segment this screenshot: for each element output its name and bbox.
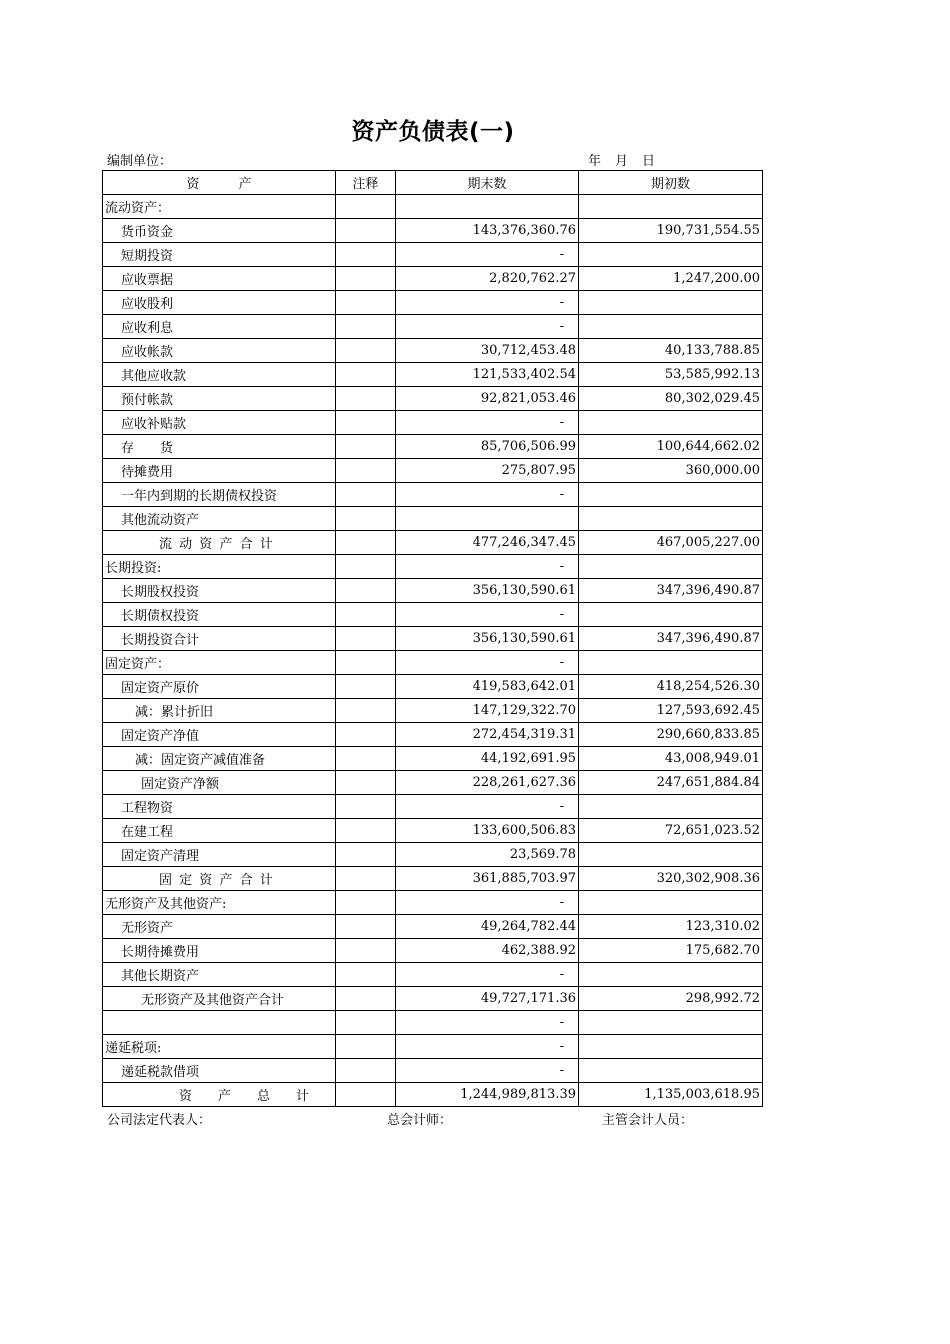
row-note: [336, 627, 396, 651]
table-row: [103, 771, 763, 795]
row-label: 应收利息: [103, 315, 336, 339]
row-label: 固定资产：: [103, 651, 336, 675]
col-header-period-end: 期末数: [396, 171, 579, 195]
row-period-begin-value: [579, 507, 763, 531]
row-note: [336, 459, 396, 483]
row-label: 固定资产合计: [103, 867, 336, 891]
row-label: 减：固定资产减值准备: [103, 747, 336, 771]
col-header-period-begin: 期初数: [579, 171, 763, 195]
row-label: 无形资产及其他资产合计: [103, 987, 336, 1011]
row-label: 资 产 总 计: [103, 1083, 336, 1107]
table-row: [103, 747, 763, 771]
date-month: 月: [615, 154, 629, 169]
table-row: [103, 315, 763, 339]
row-period-end-value: -: [396, 243, 579, 267]
row-period-begin-value: 72,651,023.52: [579, 819, 763, 843]
row-label: [103, 1011, 336, 1035]
row-period-begin-value: 347,396,490.87: [579, 579, 763, 603]
row-period-begin-value: 298,992.72: [579, 987, 763, 1011]
row-note: [336, 891, 396, 915]
table-row: [103, 795, 763, 819]
row-note: [336, 1083, 396, 1107]
table-row: [103, 651, 763, 675]
row-period-begin-value: [579, 483, 763, 507]
row-period-end-value: -: [396, 963, 579, 987]
table-row: [103, 891, 763, 915]
row-period-begin-value: 80,302,029.45: [579, 387, 763, 411]
row-period-begin-value: 100,644,662.02: [579, 435, 763, 459]
table-row: [103, 579, 763, 603]
row-period-begin-value: 1,135,003,618.95: [579, 1083, 763, 1107]
row-note: [336, 531, 396, 555]
row-period-end-value: 272,454,319.31: [396, 723, 579, 747]
row-label: 长期投资合计: [103, 627, 336, 651]
row-period-end-value: 361,885,703.97: [396, 867, 579, 891]
row-label: 存 货: [103, 435, 336, 459]
row-period-begin-value: [579, 891, 763, 915]
row-period-end-value: 49,264,782.44: [396, 915, 579, 939]
row-note: [336, 1059, 396, 1083]
row-period-begin-value: 360,000.00: [579, 459, 763, 483]
row-note: [336, 219, 396, 243]
table-row: [103, 411, 763, 435]
table-row: [103, 987, 763, 1011]
row-period-end-value: 228,261,627.36: [396, 771, 579, 795]
row-note: [336, 291, 396, 315]
table-row: [103, 435, 763, 459]
row-label: 货币资金: [103, 219, 336, 243]
report-title: 资产负债表(一): [351, 119, 515, 145]
row-label: 一年内到期的长期债权投资: [103, 483, 336, 507]
table-row: [103, 675, 763, 699]
row-period-end-value: 23,569.78: [396, 843, 579, 867]
row-note: [336, 195, 396, 219]
row-period-begin-value: [579, 963, 763, 987]
row-period-begin-value: 53,585,992.13: [579, 363, 763, 387]
table-row: [103, 723, 763, 747]
row-period-end-value: 356,130,590.61: [396, 579, 579, 603]
row-period-end-value: [396, 195, 579, 219]
row-period-begin-value: 175,682.70: [579, 939, 763, 963]
table-row: [103, 267, 763, 291]
row-label: 递延税款借项: [103, 1059, 336, 1083]
row-label: 流动资产：: [103, 195, 336, 219]
row-label: 固定资产原价: [103, 675, 336, 699]
row-period-begin-value: 123,310.02: [579, 915, 763, 939]
row-period-begin-value: 1,247,200.00: [579, 267, 763, 291]
row-label: 应收股利: [103, 291, 336, 315]
row-period-end-value: -: [396, 411, 579, 435]
report-date: [588, 150, 669, 169]
row-period-begin-value: [579, 795, 763, 819]
row-period-end-value: -: [396, 555, 579, 579]
date-year: 年: [588, 154, 602, 169]
row-label: 在建工程: [103, 819, 336, 843]
row-period-begin-value: [579, 1035, 763, 1059]
row-label: 预付帐款: [103, 387, 336, 411]
row-period-begin-value: [579, 1011, 763, 1035]
row-label: 应收票据: [103, 267, 336, 291]
row-period-end-value: 356,130,590.61: [396, 627, 579, 651]
row-period-end-value: -: [396, 315, 579, 339]
table-row: [103, 291, 763, 315]
row-period-end-value: -: [396, 651, 579, 675]
row-period-end-value: -: [396, 603, 579, 627]
table-row: [103, 1011, 763, 1035]
row-period-end-value: 147,129,322.70: [396, 699, 579, 723]
col-header-assets: 资 产: [103, 171, 336, 195]
row-period-end-value: -: [396, 1011, 579, 1035]
row-period-begin-value: 418,254,526.30: [579, 675, 763, 699]
row-period-begin-value: [579, 195, 763, 219]
row-period-end-value: -: [396, 1035, 579, 1059]
row-period-end-value: 85,706,506.99: [396, 435, 579, 459]
row-label: 固定资产清理: [103, 843, 336, 867]
row-note: [336, 507, 396, 531]
accounting-manager-label: 主管会计人员：: [602, 1113, 694, 1128]
chief-accountant-label: 总会计师：: [387, 1113, 453, 1128]
row-period-end-value: 133,600,506.83: [396, 819, 579, 843]
row-label: 长期投资:: [103, 555, 336, 579]
row-period-end-value: 1,244,989,813.39: [396, 1083, 579, 1107]
table-row: [103, 819, 763, 843]
row-note: [336, 699, 396, 723]
row-label: 固定资产净额: [103, 771, 336, 795]
row-period-begin-value: [579, 411, 763, 435]
row-period-end-value: 275,807.95: [396, 459, 579, 483]
row-period-end-value: 44,192,691.95: [396, 747, 579, 771]
row-label: 其他应收款: [103, 363, 336, 387]
row-period-end-value: -: [396, 483, 579, 507]
table-row: [103, 699, 763, 723]
row-period-end-value: 477,246,347.45: [396, 531, 579, 555]
table-row: [103, 915, 763, 939]
row-note: [336, 867, 396, 891]
row-note: [336, 795, 396, 819]
row-label: 短期投资: [103, 243, 336, 267]
row-label: 其他流动资产: [103, 507, 336, 531]
table-row: [103, 243, 763, 267]
row-period-begin-value: [579, 555, 763, 579]
row-label: 长期债权投资: [103, 603, 336, 627]
row-period-begin-value: [579, 291, 763, 315]
row-label: 固定资产净值: [103, 723, 336, 747]
row-label: 长期股权投资: [103, 579, 336, 603]
row-period-begin-value: 190,731,554.55: [579, 219, 763, 243]
row-label: 应收补贴款: [103, 411, 336, 435]
table-row: [103, 867, 763, 891]
row-period-begin-value: 290,660,833.85: [579, 723, 763, 747]
row-period-begin-value: [579, 843, 763, 867]
legal-representative-label: 公司法定代表人：: [107, 1113, 212, 1128]
row-note: [336, 1011, 396, 1035]
row-period-begin-value: 467,005,227.00: [579, 531, 763, 555]
row-note: [336, 315, 396, 339]
table-row: [103, 1035, 763, 1059]
row-period-end-value: 143,376,360.76: [396, 219, 579, 243]
row-label: 递延税项:: [103, 1035, 336, 1059]
row-label: 减：累计折旧: [103, 699, 336, 723]
row-label: 长期待摊费用: [103, 939, 336, 963]
row-period-end-value: 2,820,762.27: [396, 267, 579, 291]
table-row: [103, 507, 763, 531]
table-row: [103, 363, 763, 387]
row-period-end-value: 92,821,053.46: [396, 387, 579, 411]
row-period-begin-value: [579, 243, 763, 267]
row-note: [336, 243, 396, 267]
row-period-end-value: 49,727,171.36: [396, 987, 579, 1011]
row-label: 其他长期资产: [103, 963, 336, 987]
row-period-begin-value: 247,651,884.84: [579, 771, 763, 795]
row-period-begin-value: 40,133,788.85: [579, 339, 763, 363]
table-row: [103, 483, 763, 507]
table-row: [103, 195, 763, 219]
table-row: [103, 939, 763, 963]
row-period-end-value: 30,712,453.48: [396, 339, 579, 363]
row-note: [336, 651, 396, 675]
row-note: [336, 579, 396, 603]
col-header-notes: 注释: [336, 171, 396, 195]
row-note: [336, 939, 396, 963]
row-note: [336, 723, 396, 747]
table-row: [103, 339, 763, 363]
table-row: [103, 843, 763, 867]
row-note: [336, 915, 396, 939]
row-note: [336, 771, 396, 795]
row-period-begin-value: 320,302,908.36: [579, 867, 763, 891]
row-note: [336, 675, 396, 699]
row-note: [336, 387, 396, 411]
table-row: [103, 531, 763, 555]
row-note: [336, 747, 396, 771]
date-day: 日: [642, 154, 656, 169]
table-header-row: [103, 171, 763, 195]
row-period-end-value: 419,583,642.01: [396, 675, 579, 699]
row-period-begin-value: 347,396,490.87: [579, 627, 763, 651]
row-note: [336, 483, 396, 507]
balance-sheet-table: [102, 170, 763, 1107]
table-row: [103, 219, 763, 243]
row-period-begin-value: 43,008,949.01: [579, 747, 763, 771]
row-note: [336, 987, 396, 1011]
table-row: [103, 963, 763, 987]
row-period-begin-value: [579, 651, 763, 675]
row-period-end-value: -: [396, 291, 579, 315]
row-period-end-value: -: [396, 795, 579, 819]
row-note: [336, 339, 396, 363]
row-period-begin-value: [579, 1059, 763, 1083]
row-label: 待摊费用: [103, 459, 336, 483]
row-label: 无形资产及其他资产:: [103, 891, 336, 915]
row-period-begin-value: 127,593,692.45: [579, 699, 763, 723]
row-label: 无形资产: [103, 915, 336, 939]
row-note: [336, 267, 396, 291]
table-body: [103, 195, 763, 1107]
row-note: [336, 843, 396, 867]
row-label: 应收帐款: [103, 339, 336, 363]
row-note: [336, 963, 396, 987]
table-row: [103, 1059, 763, 1083]
table-row: [103, 387, 763, 411]
table-row: [103, 627, 763, 651]
table-row: [103, 1083, 763, 1107]
row-period-end-value: -: [396, 1059, 579, 1083]
row-note: [336, 411, 396, 435]
table-row: [103, 555, 763, 579]
row-note: [336, 1035, 396, 1059]
row-label: 流动资产合计: [103, 531, 336, 555]
row-period-end-value: 121,533,402.54: [396, 363, 579, 387]
row-period-end-value: 462,388.92: [396, 939, 579, 963]
compiler-unit-label: 编制单位：: [107, 154, 173, 169]
row-label: 工程物资: [103, 795, 336, 819]
row-period-end-value: [396, 507, 579, 531]
row-period-begin-value: [579, 603, 763, 627]
row-note: [336, 603, 396, 627]
table-row: [103, 603, 763, 627]
row-note: [336, 819, 396, 843]
table-row: [103, 459, 763, 483]
row-note: [336, 363, 396, 387]
row-period-end-value: -: [396, 891, 579, 915]
row-note: [336, 435, 396, 459]
row-note: [336, 555, 396, 579]
row-period-begin-value: [579, 315, 763, 339]
